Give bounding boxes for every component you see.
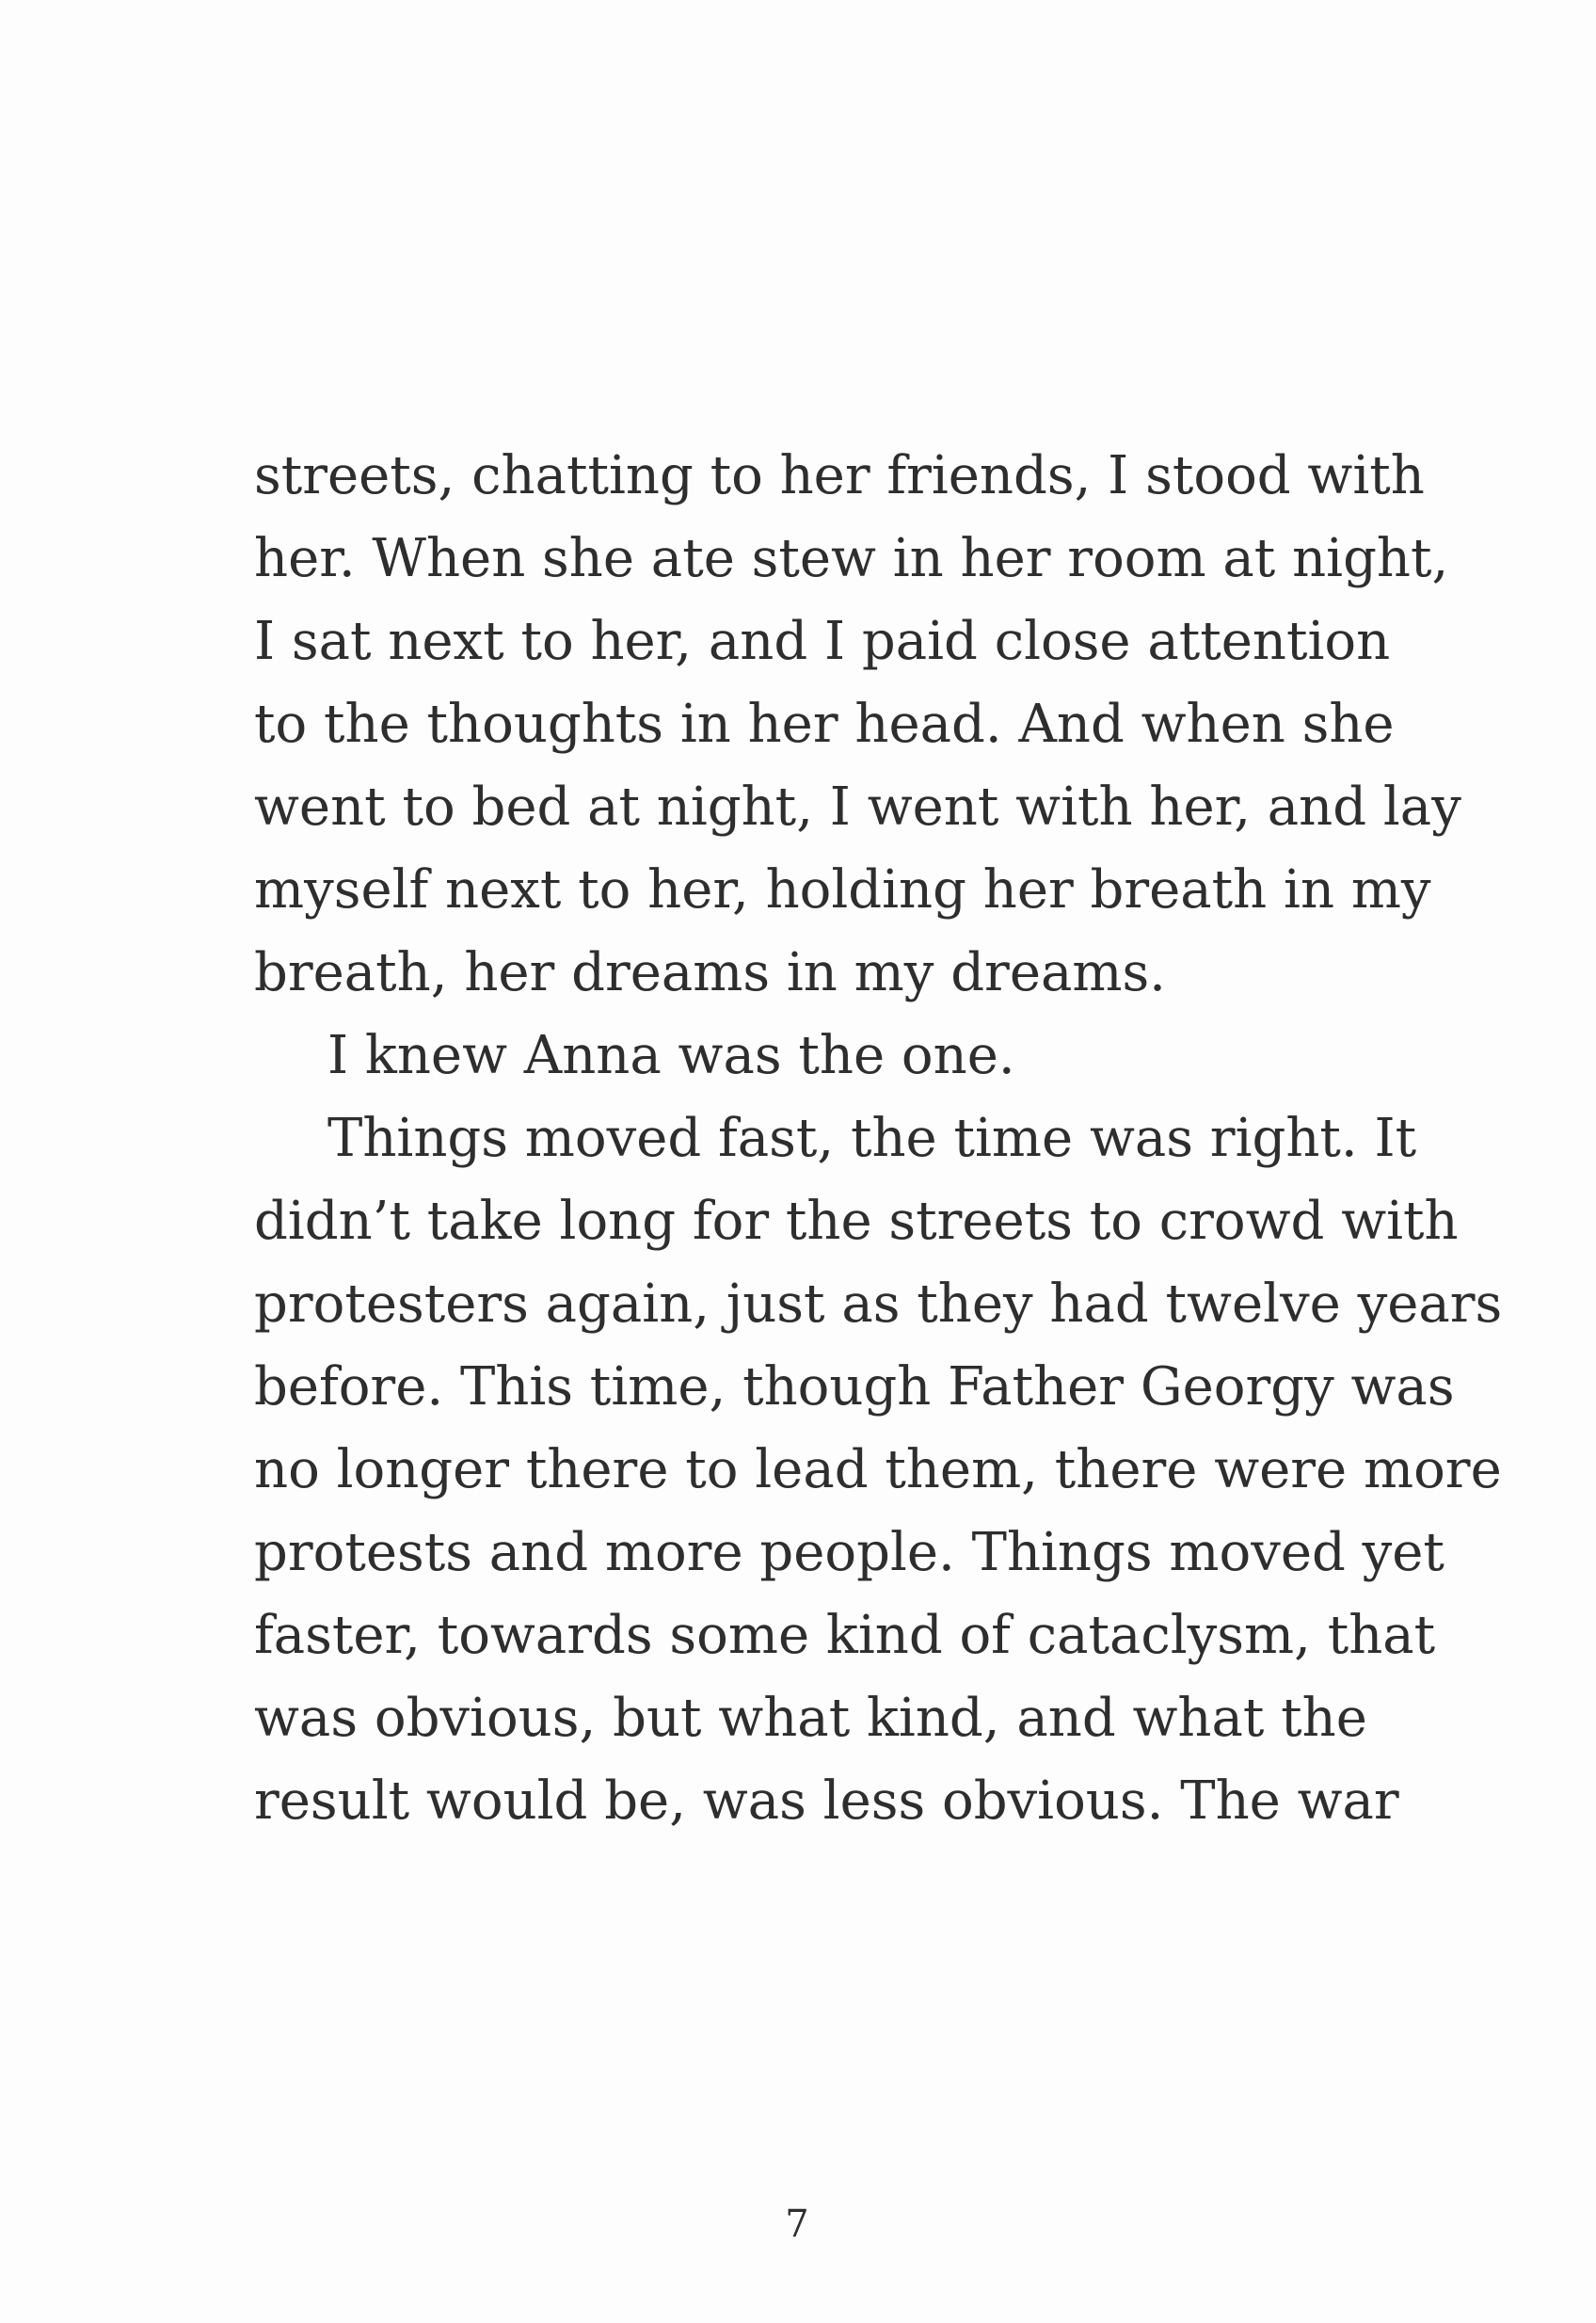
text-line: result would be, was less obvious. The war [254,1770,1399,1832]
text-line: streets, chatting to her friends, I stood with [254,445,1425,506]
text-line: to the thoughts in her head. And when she [254,694,1395,755]
text-line: didn’t take long for the streets to crowd with [254,1191,1459,1252]
text-line: I sat next to her, and I paid close attention [254,611,1391,672]
page-number-text: 7 [785,2203,809,2246]
text-line: her. When she ate stew in her room at night, [254,528,1449,589]
text-line: faster, towards some kind of cataclysm, that [254,1605,1436,1666]
body-text [254,435,1503,1843]
text-line: Things moved fast, the time was right. It [327,1108,1417,1169]
text-line: breath, her dreams in my dreams. [254,942,1166,1003]
text-line: I knew Anna was the one. [327,1025,1015,1086]
text-line: protesters again, just as they had twelve years [254,1274,1503,1335]
text-line: no longer there to lead them, there were more [254,1439,1502,1500]
text-line: went to bed at night, I went with her, and lay [254,777,1461,838]
text-line: before. This time, though Father Georgy was [254,1356,1455,1418]
page-number [0,2203,1596,2246]
text-line: was obvious, but what kind, and what the [254,1688,1367,1749]
text-line: myself next to her, holding her breath in my [254,859,1431,921]
text-line: protests and more people. Things moved yet [254,1522,1444,1583]
